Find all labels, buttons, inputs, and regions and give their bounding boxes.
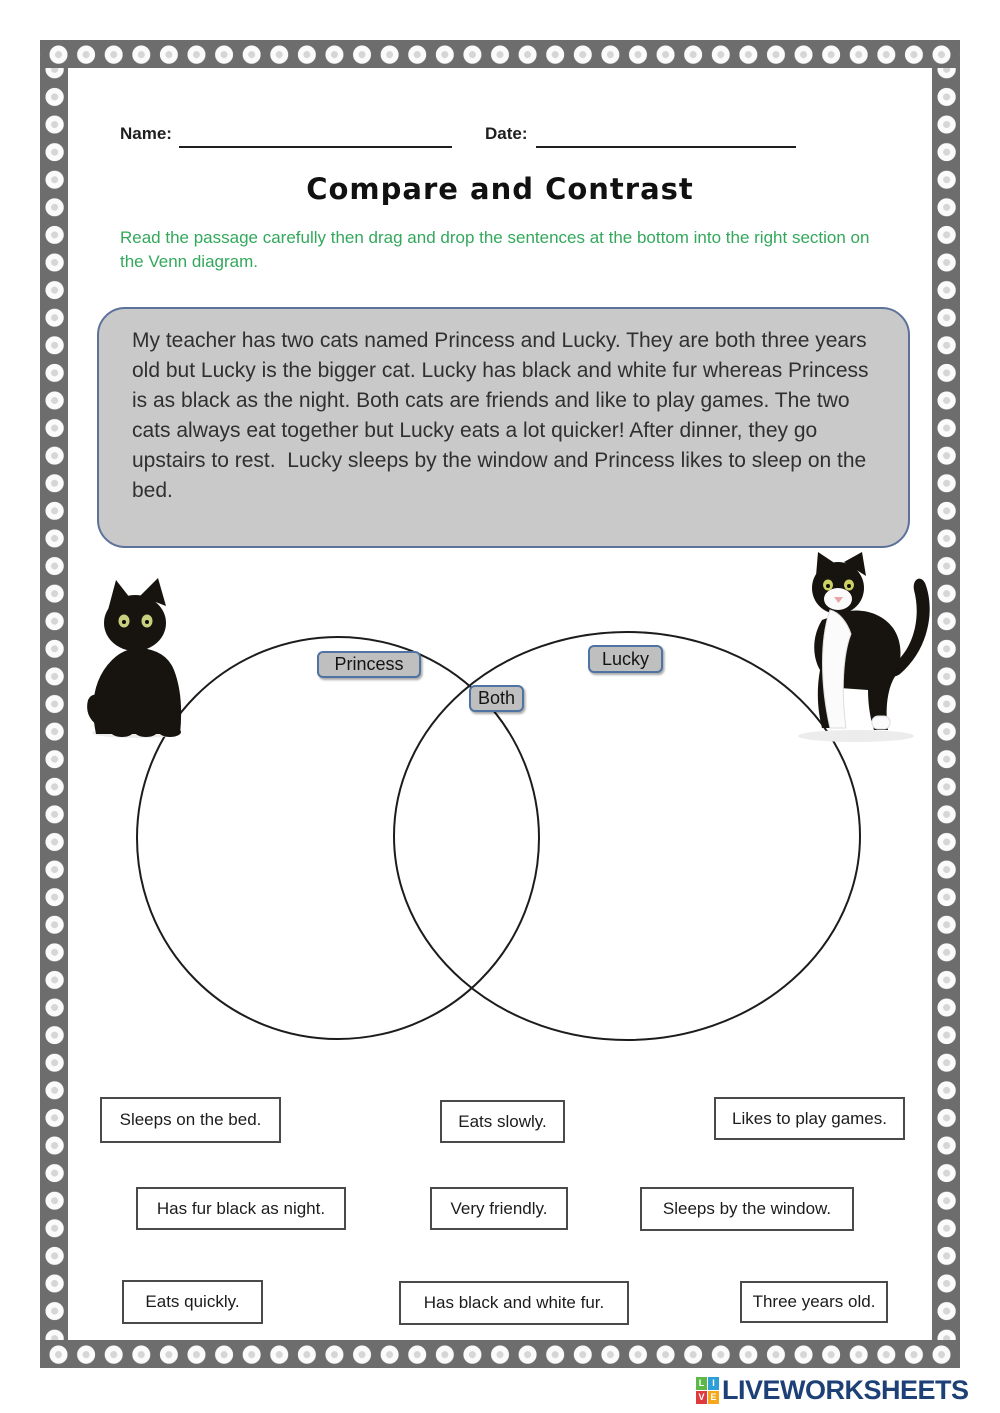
flower-border-left: [40, 68, 68, 1340]
logo-tile-i: I: [708, 1377, 719, 1390]
drag-sentence[interactable]: Sleeps on the bed.: [100, 1097, 281, 1143]
drag-sentence[interactable]: Very friendly.: [430, 1187, 568, 1230]
passage-box: [97, 307, 910, 548]
black-cat-image: [82, 576, 186, 738]
instructions-text: Read the passage carefully then drag and drop the sentences at the bottom into the right section on the Venn diagram.: [120, 228, 870, 271]
flower-border-top: [40, 40, 960, 68]
liveworksheets-logo[interactable]: [696, 1375, 969, 1406]
name-label: Name:: [120, 124, 172, 143]
logo-text: LIVEWORKSHEETS: [722, 1375, 969, 1405]
flower-border-right: [932, 68, 960, 1340]
venn-label-both: Both: [469, 685, 524, 712]
venn-label-lucky: Lucky: [588, 645, 663, 673]
date-label: Date:: [485, 124, 528, 143]
drag-sentence[interactable]: Likes to play games.: [714, 1097, 905, 1140]
flower-border-bottom: [40, 1340, 960, 1368]
passage-text: My teacher has two cats named Princess and Lucky. They are both three years old but Lucky is the bigger cat. Lucky has black and white fur whereas Princess is as black as the night. Both cats are friends and like to play games. The two cats always eat together but Lucky eats a lot quicker! After dinner, they go upstairs to rest. Lucky sleeps by the window and Princess likes to sleep on the bed.: [132, 329, 875, 502]
page-title: Compare and Contrast: [306, 172, 694, 206]
liveworksheets-logo-icon: [696, 1377, 719, 1404]
date-line: [536, 126, 796, 148]
drag-sentence[interactable]: Has black and white fur.: [399, 1281, 629, 1325]
logo-tile-e: E: [708, 1391, 719, 1404]
venn-diagram[interactable]: [100, 598, 890, 1073]
drag-sentence[interactable]: Has fur black as night.: [136, 1187, 346, 1230]
logo-tile-l: L: [696, 1377, 707, 1390]
logo-tile-v: V: [696, 1391, 707, 1404]
drag-sentence[interactable]: Three years old.: [740, 1281, 888, 1323]
drag-sentence[interactable]: Eats slowly.: [440, 1100, 565, 1143]
venn-label-princess: Princess: [317, 651, 421, 678]
drag-sentence[interactable]: Sleeps by the window.: [640, 1187, 854, 1231]
name-line: [179, 126, 452, 148]
drag-sentence[interactable]: Eats quickly.: [122, 1280, 263, 1324]
black-white-cat-image: [788, 550, 933, 746]
